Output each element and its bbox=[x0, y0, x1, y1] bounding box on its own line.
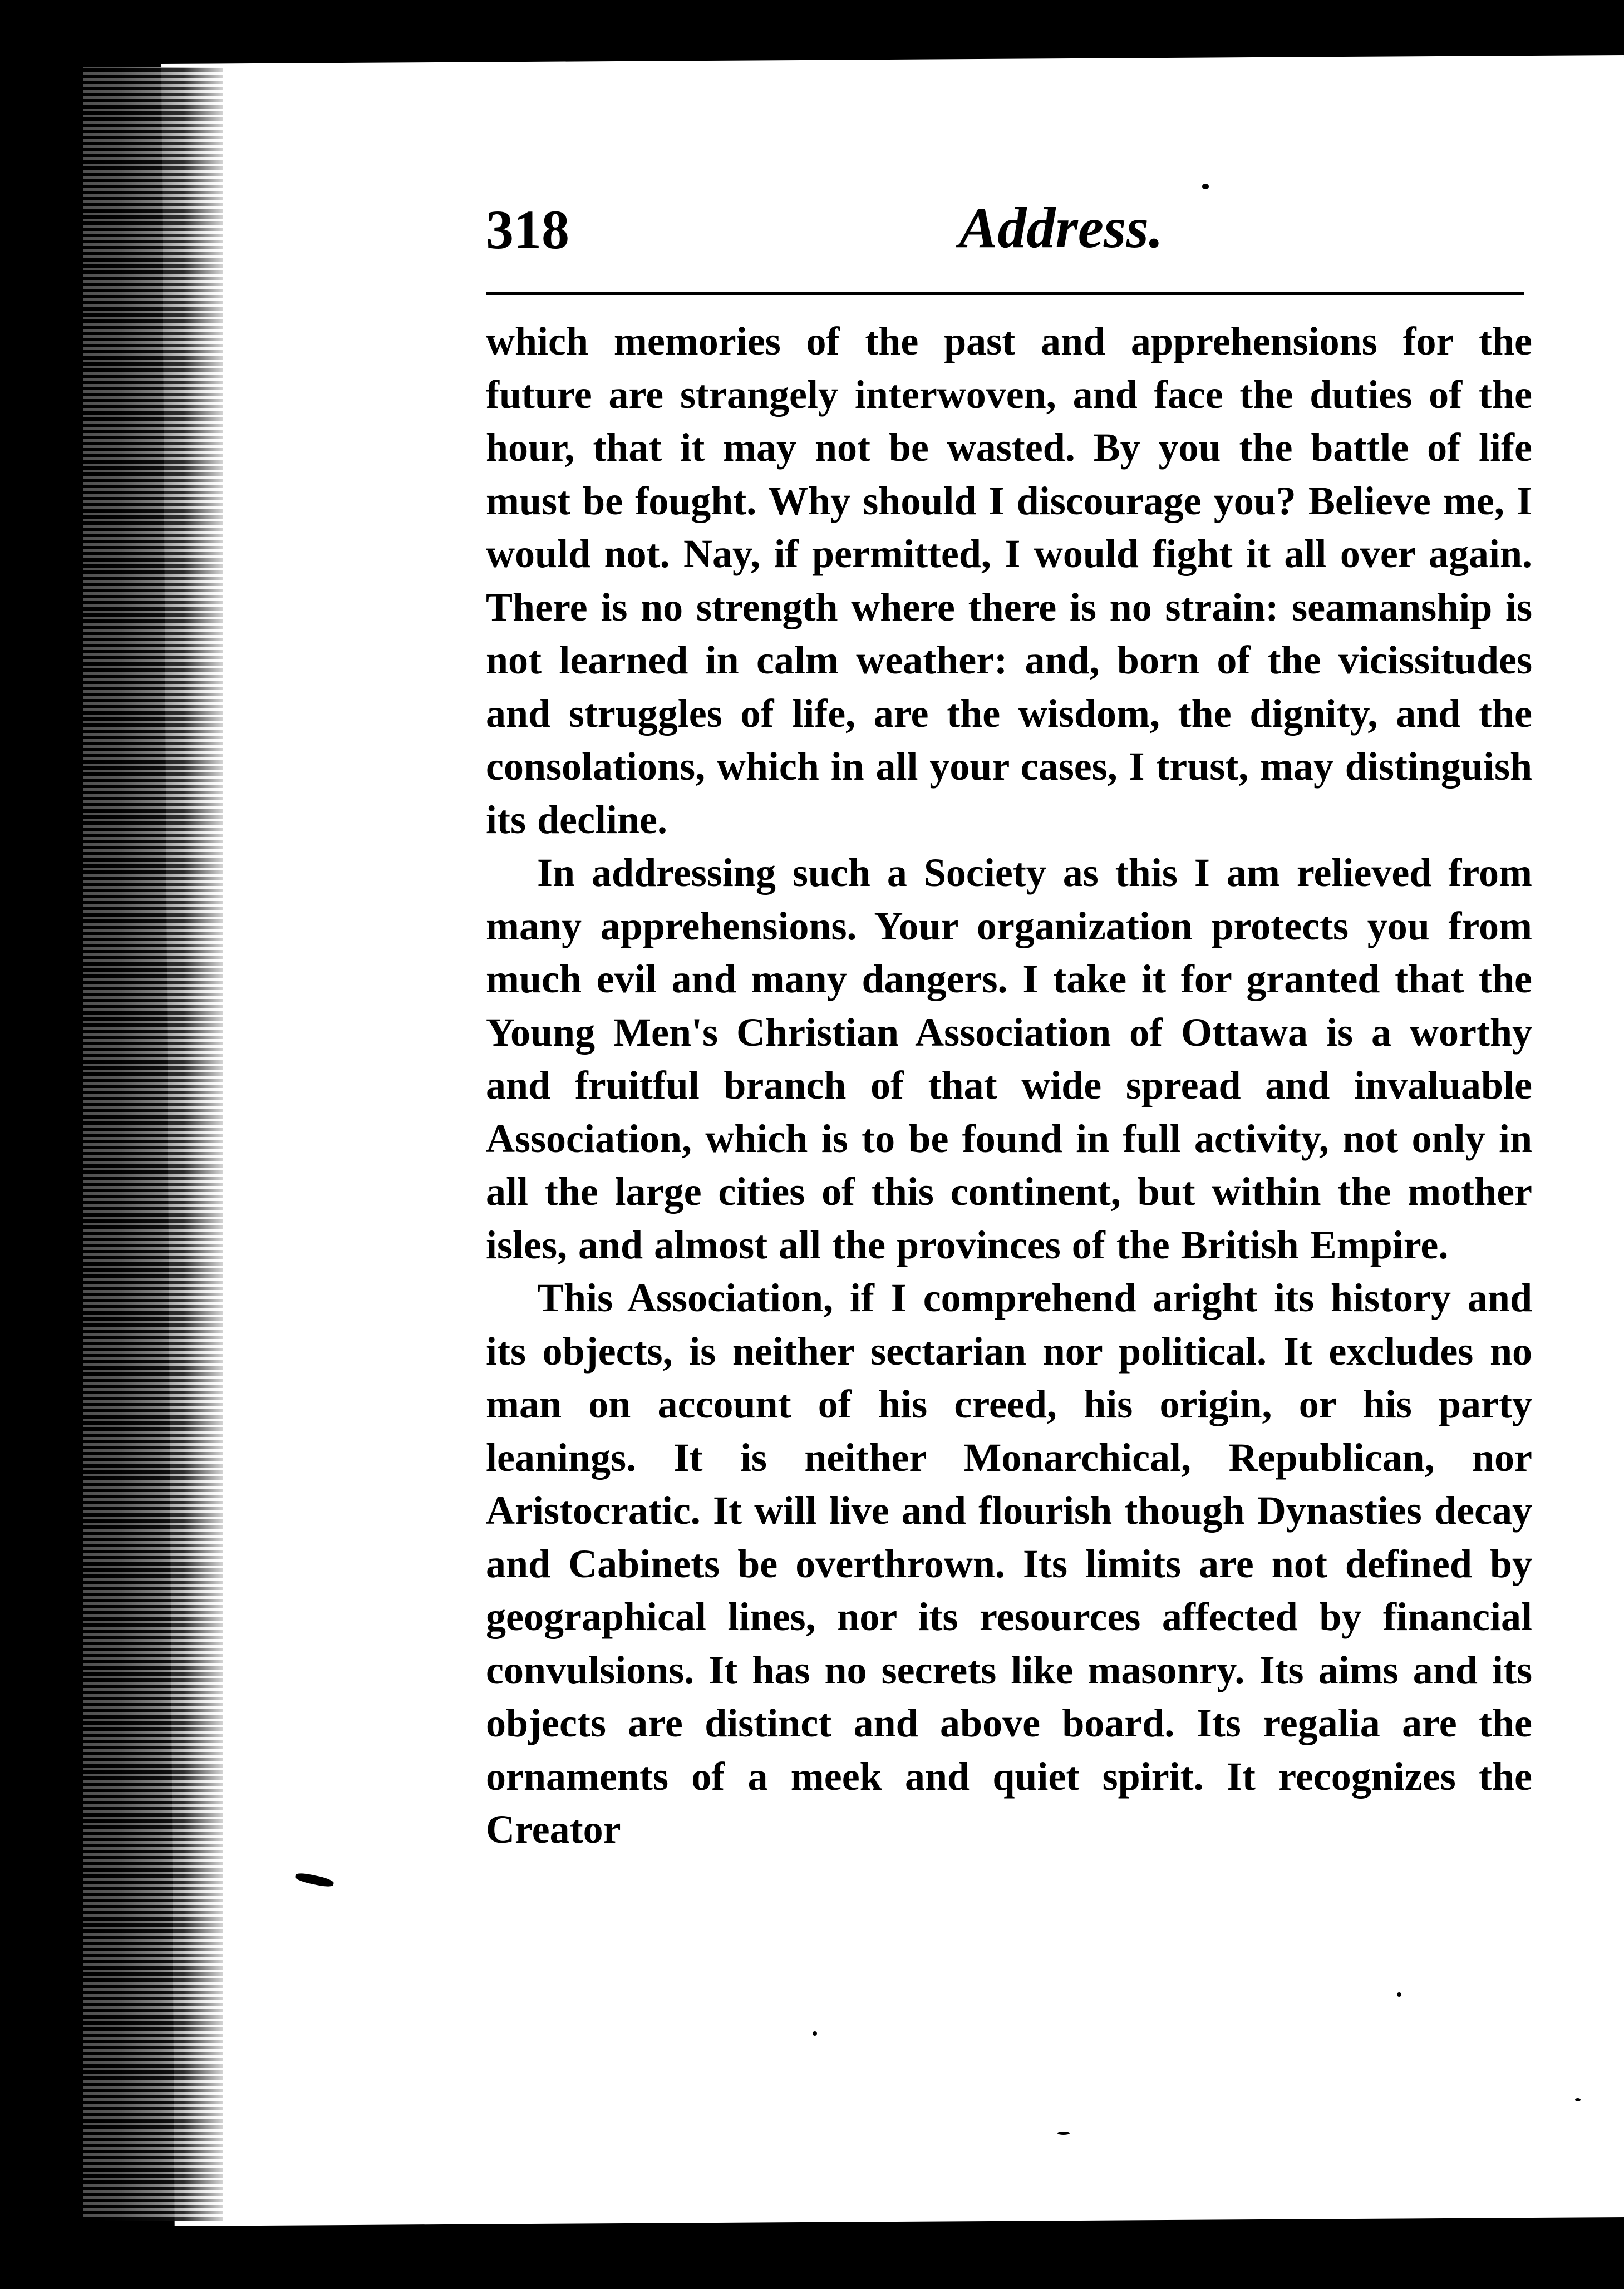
paragraph-3: This Association, if I comprehend aright its history and its objects, is neither sectarian nor political. It excludes no man on account of his creed, his origin, or his party leanings. It is neither Monarchical, Republican, nor Aristocratic. It will live and flourish though Dynasties decay and Cabinets be overthrown. Its limits are not defined by geographical lines, nor its resources affected by financial convulsions. It has no secrets like masonry. Its aims and its objects are distinct and above board. Its regalia are the ornaments of a meek and quiet spirit. It recognizes the Creator bbox=[486, 1276, 1532, 1852]
scan-speck bbox=[1202, 184, 1209, 189]
scan-speck bbox=[813, 2031, 817, 2036]
scan-speck bbox=[1575, 2098, 1581, 2101]
scan-speck bbox=[1057, 2132, 1070, 2135]
header-rule bbox=[486, 292, 1524, 295]
running-head bbox=[486, 192, 1524, 298]
body-text bbox=[486, 315, 1532, 1857]
scan-speck bbox=[1397, 1992, 1401, 1997]
page-number: 318 bbox=[486, 199, 569, 260]
paragraph-2: In addressing such a Society as this I am relieved from many apprehensions. Your organization protects you from much evil and many dangers. I take it for granted that the Young Men's Christian Association of Ottawa is a worthy and fruitful branch of that wide spread and invaluable Association, which is to be found in full activity, not only in all the large cities of this continent, but within the mother isles, and almost all the provinces of the British Empire. bbox=[486, 850, 1532, 1267]
binding-edge-fade bbox=[184, 67, 234, 2221]
running-title: Address. bbox=[959, 196, 1163, 260]
paragraph-1: which memories of the past and apprehensions for the future are strangely interwoven, and face the duties of the hour, that it may not be wasted. By you the battle of life must be fought. Why should I discourage you? Believe me, I would not. Nay, if permitted, I would fight it all over again. There is no strength where there is no strain: seamanship is not learned in calm weather: and, born of the vicissitudes and struggles of life, are the wisdom, the dignity, and the consolations, which in all your cases, I trust, may distinguish its decline. bbox=[486, 319, 1532, 842]
